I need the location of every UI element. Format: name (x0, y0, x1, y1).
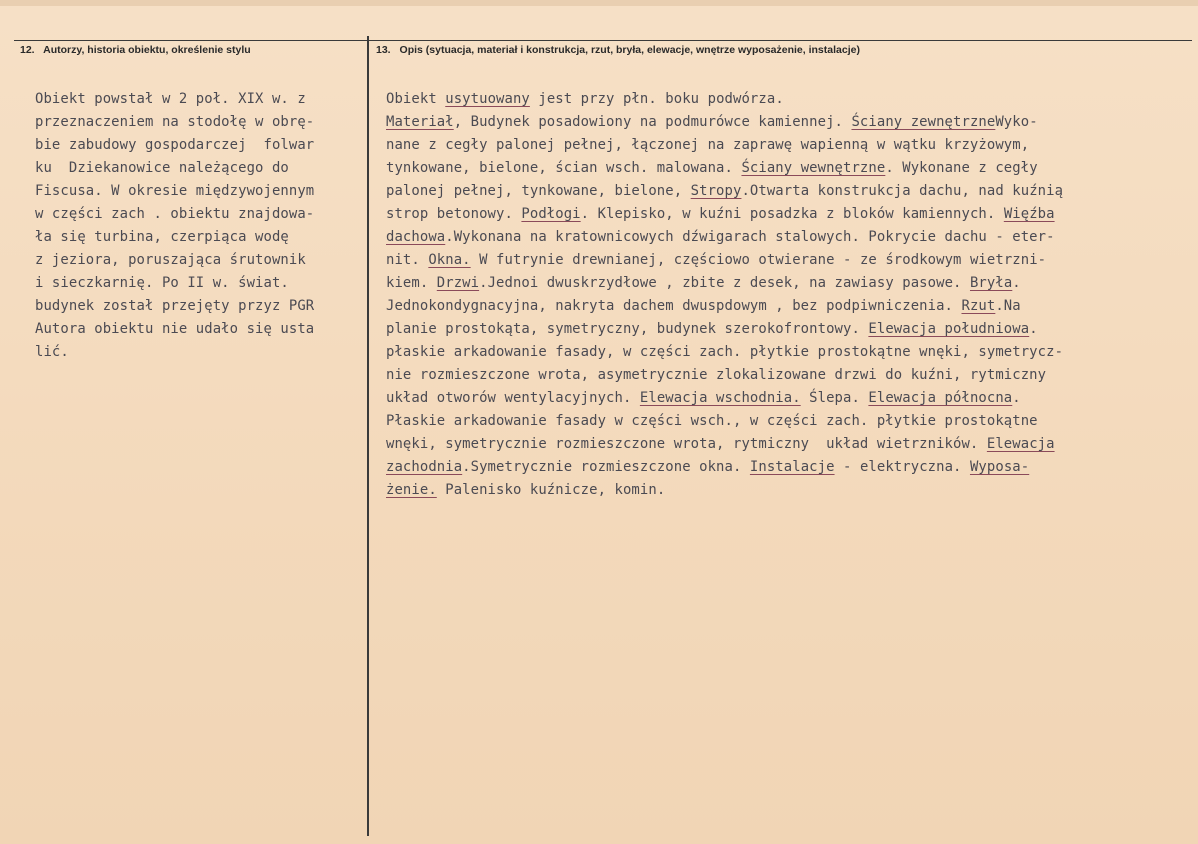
section-13-line (386, 295, 1186, 318)
text-segment: płaskie arkadowanie fasady, w części zach. płytkie prostokątne wnęki, symetrycz- (386, 344, 1064, 360)
text-segment: . (1029, 321, 1038, 337)
text-segment: , Budynek posadowiony na podmurówce kamiennej. (453, 114, 852, 130)
underlined-term: Elewacja północna (868, 390, 1013, 406)
section-13-line (386, 180, 1186, 203)
section-12-line: Autora obiektu nie udało się usta (35, 321, 315, 337)
text-segment: planie prostokąta, symetryczny, budynek szerokofrontowy. (386, 321, 869, 337)
underlined-term: Drzwi (436, 275, 480, 291)
section-12-title: Autorzy, historia obiektu, określenie stylu (43, 44, 251, 56)
text-segment: Ślepa. (800, 390, 869, 406)
underlined-term: Elewacja wschodnia. (639, 390, 801, 406)
section-12-line: bie zabudowy gospodarczej folwar (35, 137, 315, 153)
section-12-body (35, 88, 365, 364)
section-12-line: Fiscusa. W okresie międzywojennym (35, 183, 315, 199)
underlined-term: Stropy (690, 183, 742, 199)
text-segment: Jednokondygnacyjna, nakryta dachem dwuspdowym , bez podpiwniczenia. (386, 298, 962, 314)
text-segment: Płaskie arkadowanie fasady w części wsch., w części zach. płytkie prostokątne (386, 413, 1038, 429)
section-13-line (386, 203, 1186, 226)
section-13-line (386, 226, 1186, 249)
text-segment: .Symetrycznie rozmieszczone okna. (462, 459, 750, 475)
section-13-body (386, 88, 1186, 502)
text-segment: .Na (995, 298, 1021, 314)
section-13-line (386, 111, 1186, 134)
section-13-title: Opis (sytuacja, materiał i konstrukcja, rzut, bryła, elewacje, wnętrze wyposażenie, instalacje) (399, 44, 860, 56)
text-segment: Obiekt (386, 91, 446, 107)
section-13-line (386, 157, 1186, 180)
text-segment: Palenisko kuźnicze, komin. (436, 482, 666, 498)
section-13-line (386, 88, 1186, 111)
text-segment: nane z cegły palonej pełnej, łączonej na zaprawę wapienną w wątku krzyżowym, (386, 137, 1030, 153)
text-segment: nie rozmieszczone wrota, asymetrycznie zlokalizowane drzwi do kuźni, rytmiczny (386, 367, 1047, 383)
section-13-line (386, 272, 1186, 295)
text-segment: kiem. (386, 275, 437, 291)
text-segment: Wyko- (995, 114, 1038, 130)
text-segment: . (1012, 275, 1021, 291)
section-12-line: lić. (35, 344, 69, 360)
section-13-line (386, 479, 1186, 502)
section-12-line: z jeziora, poruszająca śrutownik (35, 252, 306, 268)
text-segment: . Wykonane z cegły (885, 160, 1038, 176)
section-12-line: ła się turbina, czerpiąca wodę (35, 229, 289, 245)
text-segment: strop betonowy. (386, 206, 522, 222)
section-13-line (386, 341, 1186, 364)
underlined-term: Wyposa- (969, 459, 1030, 475)
underlined-term: Instalacje (749, 459, 835, 475)
section-12-line: budynek został przejęty przyz PGR (35, 298, 315, 314)
section-13-number: 13. (376, 44, 391, 56)
underlined-term: Bryła (969, 275, 1013, 291)
underlined-term: Materiał (386, 114, 454, 130)
section-13-line (386, 134, 1186, 157)
section-12-header (20, 44, 251, 56)
text-segment: - elektryczna. (834, 459, 970, 475)
text-segment: . Klepisko, w kuźni posadzka z bloków kamiennych. (580, 206, 1004, 222)
section-13-line (386, 410, 1186, 433)
section-13-line (386, 364, 1186, 387)
section-13-line (386, 318, 1186, 341)
text-segment: .Wykonana na kratownicowych dźwigarach stalowych. Pokrycie dachu - eter- (445, 229, 1055, 245)
underlined-term: Elewacja (986, 436, 1055, 452)
section-12-line: Obiekt powstał w 2 poł. XIX w. z (35, 91, 306, 107)
text-segment: wnęki, symetrycznie rozmieszczone wrota, rytmiczny układ wietrzników. (386, 436, 987, 452)
underlined-term: Elewacja południowa (868, 321, 1030, 337)
section-13-line (386, 249, 1186, 272)
underlined-term: usytuowany (445, 91, 530, 107)
section-12-line: przeznaczeniem na stodołę w obrę- (35, 114, 315, 130)
text-segment: jest przy płn. boku podwórza. (529, 91, 784, 107)
text-segment: W futrynie drewnianej, częściowo otwierane - ze środkowym wietrzni- (470, 252, 1047, 268)
underlined-term: Okna. (428, 252, 471, 268)
section-12-number: 12. (20, 44, 35, 56)
text-segment: układ otworów wentylacyjnych. (386, 390, 640, 406)
section-12-line: w części zach . obiektu znajdowa- (35, 206, 315, 222)
header-divider (14, 40, 1192, 41)
underlined-term: Rzut (961, 298, 996, 314)
section-13-line (386, 456, 1186, 479)
text-segment: .Otwarta konstrukcja dachu, nad kuźnią (741, 183, 1064, 199)
underlined-term: Podłogi (521, 206, 581, 222)
underlined-term: żenie. (386, 482, 437, 498)
section-13-line (386, 387, 1186, 410)
text-segment: palonej pełnej, tynkowane, bielone, (386, 183, 691, 199)
section-12-line: ku Dziekanowice należącego do (35, 160, 289, 176)
text-segment: .Jednoi dwuskrzydłowe , zbite z desek, na zawiasy pasowe. (479, 275, 970, 291)
text-segment: . (1012, 390, 1021, 406)
section-13-line (386, 433, 1186, 456)
section-13-header (376, 44, 860, 56)
text-segment: tynkowane, bielone, ścian wsch. malowana. (386, 160, 742, 176)
underlined-term: dachowa (386, 229, 446, 245)
underlined-term: Więźba (1003, 206, 1055, 222)
underlined-term: zachodnia (386, 459, 463, 475)
underlined-term: Ściany zewnętrzne (851, 114, 996, 130)
text-segment: nit. (386, 252, 429, 268)
column-divider (367, 36, 369, 836)
underlined-term: Ściany wewnętrzne (741, 160, 886, 176)
section-12-line: i sieczkarnię. Po II w. świat. (35, 275, 289, 291)
